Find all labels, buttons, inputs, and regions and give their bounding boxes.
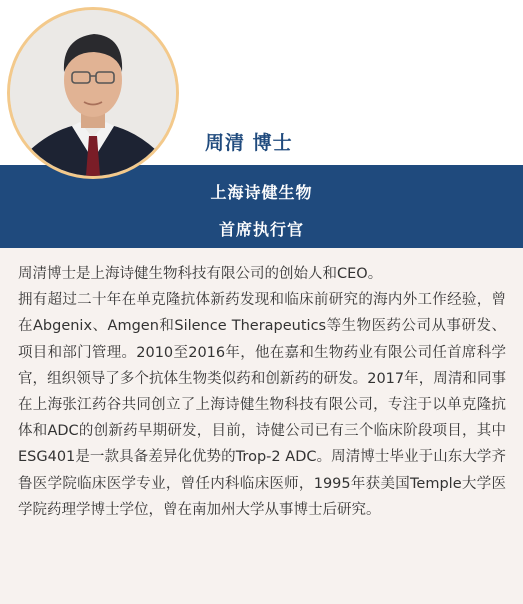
company-name: 上海诗健生物 bbox=[210, 183, 313, 202]
job-title: 首席执行官 bbox=[218, 220, 304, 239]
person-name: 周清 博士 bbox=[205, 132, 293, 154]
bio-text bbox=[18, 261, 506, 523]
portrait-photo-icon bbox=[10, 10, 176, 176]
bio-paragraph-career: 拥有超过二十年在单克隆抗体新药发现和临床前研究的海内外工作经验，曾在Abgenix、Amgen和Silence Therapeutics等生物医药公司从事研发、项目和部门管理。2010至2016年，他在嘉和生物药业有限公司任首席科学官，组织领导了多个抗体生物类似药和创新药的研发。2017年，周清和同事在上海张江药谷共同创立了上海诗健生物科技有限公司，专注于以单克隆抗体和ADC的创新药早期研发，目前，诗健公司已有三个临床阶段项目，其中ESG401是一款具备差异化优势的Trop-2 ADC。周清博士毕业于山东大学齐鲁医学院临床医学专业，曾任内科临床医师，1995年获美国Temple大学医学院药理学博士学位，曾在南加州大学从事博士后研究。 bbox=[18, 292, 506, 518]
avatar bbox=[7, 7, 179, 179]
bio-paragraph-intro: 周清博士是上海诗健生物科技有限公司的创始人和CEO。 bbox=[18, 266, 383, 282]
